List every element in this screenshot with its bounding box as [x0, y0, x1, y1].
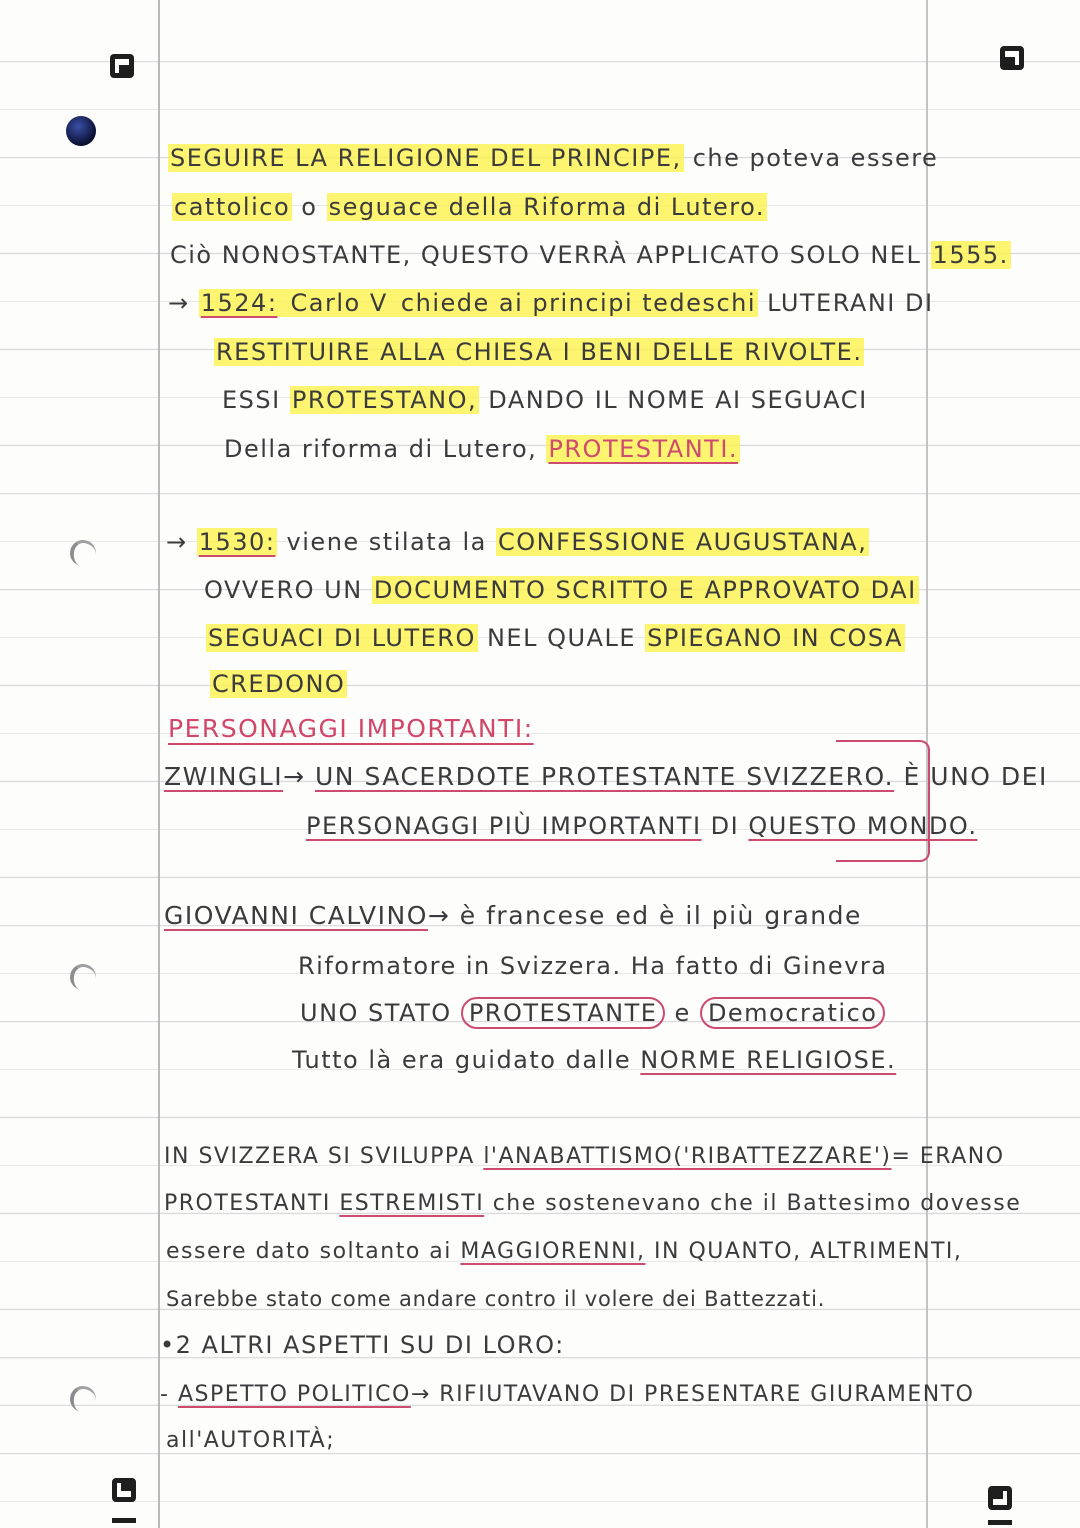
- note-line: [298, 951, 887, 981]
- note-text: Tutto là era guidato dalle: [292, 1046, 641, 1074]
- highlighted-text: SEGUACI DI LUTERO: [208, 624, 476, 652]
- note-text: NEL QUALE: [477, 624, 646, 652]
- note-line: [206, 623, 905, 653]
- highlighted-text: PROTESTANO,: [291, 386, 478, 414]
- note-text: viene stilata la: [277, 528, 496, 556]
- note-text: PROTESTANTI: [164, 1191, 340, 1216]
- note-text: = ERANO: [891, 1144, 1005, 1169]
- note-text: ESTREMISTI: [339, 1191, 485, 1216]
- section-heading: PERSONAGGI IMPORTANTI:: [168, 714, 534, 743]
- note-line: [164, 1142, 1005, 1172]
- note-line: [160, 1380, 974, 1410]
- highlighted-text: CONFESSIONE AUGUSTANA,: [498, 528, 868, 556]
- note-line: [224, 434, 740, 464]
- note-text: o: [292, 193, 327, 221]
- note-line: [166, 527, 869, 557]
- note-line: [166, 1284, 825, 1314]
- note-text: UN SACERDOTE PROTESTANTE SVIZZERO.: [315, 762, 895, 791]
- arrow-glyph: →: [283, 762, 315, 791]
- note-line: [168, 288, 934, 318]
- note-text: Della riforma di Lutero,: [224, 435, 547, 463]
- note-text: PERSONAGGI PIÙ IMPORTANTI: [306, 812, 702, 840]
- highlighted-text: DOCUMENTO SCRITTO E APPROVATO DAI: [373, 576, 917, 604]
- left-margin-line: [158, 0, 160, 1528]
- corner-bar-bottom-right: [988, 1520, 1012, 1525]
- note-line: [292, 1045, 896, 1075]
- note-text: all'AUTORITÀ;: [166, 1428, 336, 1453]
- note-text: che poteva essere: [683, 144, 939, 172]
- note-text: l'ANABATTISMO: [483, 1144, 674, 1169]
- note-text: Sarebbe stato come andare contro il volere dei Battezzati.: [166, 1287, 826, 1311]
- note-text: ('RIBATTEZZARE'): [673, 1144, 892, 1169]
- highlighted-text: RESTITUIRE ALLA CHIESA I BENI DELLE RIVOLTE.: [216, 338, 863, 366]
- note-line: [204, 575, 919, 605]
- note-line: [222, 385, 868, 415]
- note-text: UNO STATO: [300, 999, 461, 1027]
- note-text: → è francese ed è il più grande: [427, 901, 862, 930]
- note-line: [166, 1426, 335, 1456]
- note-text: MAGGIORENNI,: [460, 1239, 646, 1264]
- corner-marker-top-left: [110, 54, 134, 78]
- highlighted-text: SPIEGANO IN COSA: [647, 624, 903, 652]
- note-text: ESSI: [222, 386, 290, 414]
- highlighted-text: cattolico: [174, 193, 291, 221]
- note-line: [166, 1237, 962, 1267]
- corner-marker-bottom-right: [988, 1486, 1012, 1510]
- blue-dot-mark: [66, 116, 96, 146]
- highlighted-text: 1555.: [932, 241, 1009, 269]
- highlighted-text: SEGUIRE LA RELIGIONE DEL PRINCIPE,: [170, 144, 682, 172]
- date-label: 1530:: [198, 528, 276, 556]
- note-text: Ciò NONOSTANTE, QUESTO VERRÀ APPLICATO SOLO NEL: [170, 241, 931, 269]
- note-text: NORME RELIGIOSE.: [640, 1046, 897, 1074]
- person-name: ZWINGLI: [164, 762, 284, 791]
- note-text: -: [160, 1382, 178, 1407]
- corner-bar-bottom-left: [112, 1518, 136, 1523]
- note-text: IN SVIZZERA SI SVILUPPA: [164, 1144, 484, 1169]
- note-text: •2 ALTRI ASPETTI SU DI LORO:: [160, 1331, 565, 1359]
- note-text: OVVERO UN: [204, 576, 372, 604]
- note-text: QUESTO MONDO.: [748, 812, 978, 840]
- date-label: 1524:: [200, 289, 278, 317]
- highlighted-text: seguace della Riforma di Lutero.: [328, 193, 765, 221]
- arrow-glyph: →: [168, 289, 199, 317]
- corner-marker-bottom-left: [112, 1478, 136, 1502]
- note-text: essere dato soltanto ai: [166, 1239, 461, 1264]
- person-name: GIOVANNI CALVINO: [164, 901, 428, 930]
- note-line: [214, 337, 864, 367]
- note-line: [170, 240, 1011, 270]
- note-text: e: [665, 999, 700, 1027]
- note-text: È UNO DEI: [894, 762, 1048, 791]
- note-line: [168, 143, 938, 173]
- note-text: Riformatore in Svizzera. Ha fatto di Ginevra: [298, 952, 888, 980]
- note-line: [164, 1189, 1021, 1219]
- note-text: → RIFIUTAVANO DI PRESENTARE GIURAMENTO: [410, 1382, 975, 1407]
- highlighted-text: Carlo V: [281, 289, 388, 317]
- circled-term: PROTESTANTE: [461, 997, 666, 1029]
- note-text: ASPETTO POLITICO: [177, 1382, 411, 1407]
- note-text: DANDO IL NOME AI SEGUACI: [479, 386, 868, 414]
- highlighted-text: chiede ai principi tedeschi: [391, 289, 757, 317]
- note-text: LUTERANI DI: [758, 289, 934, 317]
- pink-bracket-annotation: [836, 740, 930, 862]
- note-line: [172, 192, 767, 222]
- note-line: [300, 998, 885, 1028]
- circled-term: Democratico: [700, 997, 886, 1029]
- note-text: IN QUANTO, ALTRIMENTI,: [645, 1239, 963, 1264]
- note-line: [164, 901, 862, 931]
- note-text: DI: [701, 812, 749, 840]
- highlighted-text: CREDONO: [212, 670, 346, 698]
- corner-marker-top-right: [1000, 46, 1024, 70]
- note-line: [210, 669, 347, 699]
- note-line: [160, 1330, 565, 1360]
- note-text: che sostenevano che il Battesimo dovesse: [484, 1191, 1022, 1216]
- highlighted-term: PROTESTANTI.: [548, 435, 739, 463]
- arrow-glyph: →: [166, 528, 197, 556]
